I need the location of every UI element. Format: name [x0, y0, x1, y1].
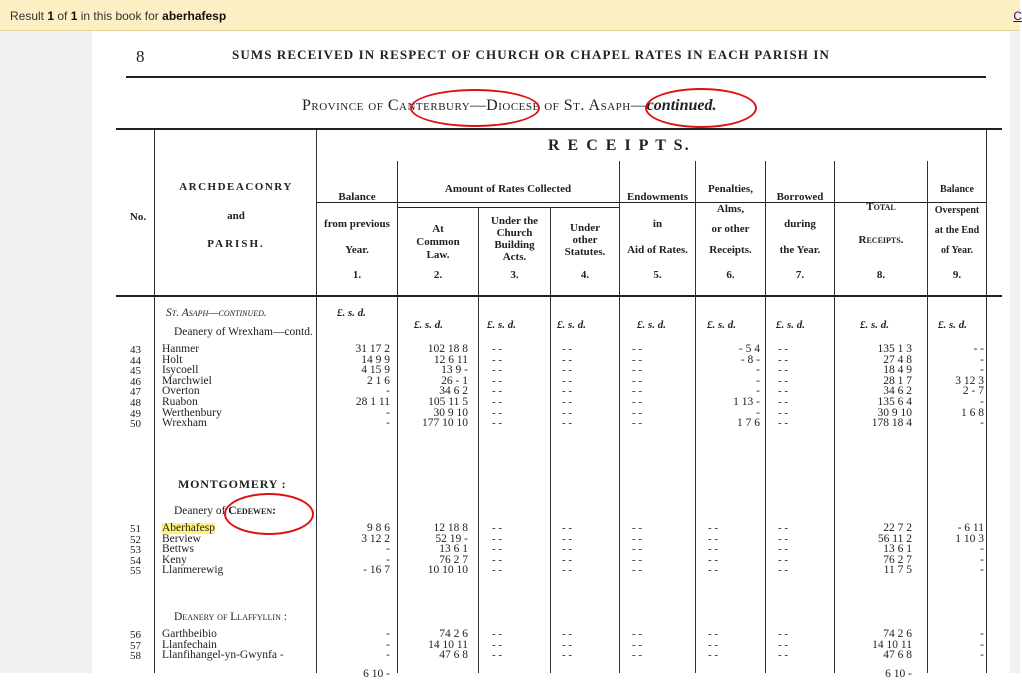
header-penalties-3: or other [711, 223, 750, 235]
cell-c3: - - [492, 543, 503, 556]
cell-c7: - - [778, 628, 789, 640]
cell-c1: - [386, 385, 390, 398]
partial-cell: 6 10 - [885, 668, 912, 680]
cell-c9: - - [973, 343, 984, 355]
receipts-title: R E C E I P T S. [548, 137, 691, 154]
cell-c3: - - [492, 564, 503, 577]
col-num-8: 8. [876, 269, 886, 281]
cell-c2: 47 6 8 [439, 649, 468, 662]
cell-c7: - - [778, 343, 789, 355]
cell-c9: - [980, 638, 984, 651]
cell-c3: - - [492, 385, 503, 398]
cell-c4: - - [562, 564, 573, 577]
header-endowments-2: in [652, 218, 663, 230]
cell-c7: - - [778, 543, 789, 556]
parish-name: Llanfechain [162, 638, 217, 651]
cell-c7: - - [778, 649, 789, 662]
row-number: 49 [130, 407, 141, 420]
header-church: Under the [490, 215, 539, 227]
cell-c4: - - [562, 649, 573, 662]
cell-c3: - - [492, 553, 503, 566]
cell-c7: - - [778, 385, 789, 398]
col-num-7: 7. [795, 269, 805, 281]
cell-c3: - - [492, 649, 503, 662]
cell-c2: 105 11 5 [428, 396, 468, 408]
header-borrowed-2: during [784, 218, 816, 230]
cell-c4: - - [562, 543, 573, 556]
cell-c5: - - [632, 532, 643, 545]
cell-c5: - - [632, 638, 643, 651]
cell-c7: - - [778, 417, 789, 430]
header-balance: Balance [338, 191, 376, 203]
cell-c7: - - [778, 532, 789, 545]
cell-c5: - - [632, 406, 643, 419]
cell-c8: 47 6 8 [883, 649, 912, 662]
header-penalties-4: Receipts. [709, 244, 752, 256]
cell-c9: - [980, 364, 984, 377]
row-number: 45 [130, 365, 141, 378]
cell-c6: - [756, 385, 760, 398]
cell-c3: - - [492, 396, 503, 408]
cell-c6: - - [708, 522, 719, 534]
cell-c4: - - [562, 638, 573, 651]
cell-c8: 178 18 4 [871, 417, 912, 430]
cell-c1: - [386, 543, 390, 556]
cell-c7: - - [778, 353, 789, 366]
header-endowments: Endowments [626, 191, 689, 203]
header-parish: PARISH. [207, 238, 265, 250]
cell-c2: 12 6 11 [433, 353, 468, 366]
cell-c6: - - [708, 649, 719, 662]
cell-c5: - - [632, 564, 643, 577]
parish-name: Wrexham [162, 417, 207, 430]
cell-c2: 26 - 1 [441, 374, 468, 387]
cell-c3: - - [492, 628, 503, 640]
header-other: Under [570, 222, 600, 234]
cell-c8: 28 1 7 [883, 374, 912, 387]
cell-c6: - [756, 406, 760, 419]
column-rule [695, 161, 696, 673]
cell-c3: - - [492, 532, 503, 545]
header-borrowed: Borrowed [776, 191, 824, 203]
row-number: 56 [130, 629, 141, 641]
cell-c4: - - [562, 353, 573, 366]
header-total-2: Receipts. [858, 234, 904, 246]
cell-c6: - [756, 364, 760, 377]
cell-c1: 28 1 11 [355, 396, 390, 408]
cell-c3: - - [492, 522, 503, 534]
cell-c8: 11 7 5 [883, 564, 912, 577]
cell-c7: - - [778, 638, 789, 651]
cell-c6: - - [708, 543, 719, 556]
row-number: 52 [130, 533, 141, 546]
cell-c5: - - [632, 364, 643, 377]
header-penalties-2: Alms, [716, 203, 745, 215]
header-no: No. [129, 211, 147, 223]
cell-c7: - - [778, 553, 789, 566]
row-number: 50 [130, 418, 141, 431]
cell-c6: - 8 - [740, 353, 760, 366]
cell-c6: - - [708, 532, 719, 545]
cell-c3: - - [492, 374, 503, 387]
cell-c6: - - [708, 628, 719, 640]
cell-c2: 12 18 8 [433, 522, 468, 534]
clear-search-link[interactable]: C [1013, 9, 1022, 23]
cell-c1: - [386, 417, 390, 430]
cell-c6: - - [708, 564, 719, 577]
cell-c3: - - [492, 406, 503, 419]
header-penalties: Penalties, [708, 183, 753, 195]
parish-name: Ruabon [162, 396, 198, 408]
cell-c1: 9 8 6 [367, 522, 390, 534]
row-number: 44 [130, 354, 141, 367]
cell-c2: 177 10 10 [422, 417, 468, 430]
cell-c2: 14 10 11 [428, 638, 468, 651]
rule [397, 207, 619, 208]
cell-c8: 13 6 1 [883, 543, 912, 556]
col-num-2: 2. [433, 269, 443, 281]
cell-c8: 14 10 11 [872, 638, 912, 651]
cell-c3: - - [492, 343, 503, 355]
header-borrowed-3: the Year. [779, 244, 821, 256]
lsd-label: £. s. d. [487, 319, 517, 331]
header-church-2: Church [496, 227, 533, 239]
parish-name: Llanmerewig [162, 564, 224, 577]
column-rule [154, 130, 155, 673]
cell-c4: - - [562, 343, 573, 355]
cell-c3: - - [492, 364, 503, 377]
cell-c2: 30 9 10 [433, 406, 468, 419]
parish-name: Bettws [162, 543, 194, 556]
cell-c4: - - [562, 553, 573, 566]
cell-c5: - - [632, 628, 643, 640]
row-number: 46 [130, 375, 141, 388]
row-number: 57 [130, 639, 141, 652]
cell-c7: - - [778, 364, 789, 377]
cell-c5: - - [632, 343, 643, 355]
lsd-label: £. s. d. [860, 319, 890, 331]
deanery-cedewen: Deanery of Cedewen: [174, 505, 276, 517]
highlight-circle [224, 493, 314, 535]
cell-c7: - - [778, 522, 789, 534]
cell-c1: - [386, 649, 390, 662]
cell-c2: 34 6 2 [439, 385, 468, 398]
cell-c4: - - [562, 374, 573, 387]
cell-c3: - - [492, 417, 503, 430]
cell-c8: 74 2 6 [883, 628, 912, 640]
row-number: 58 [130, 650, 141, 663]
cell-c1: 31 17 2 [355, 343, 390, 355]
cell-c4: - - [562, 396, 573, 408]
cell-c5: - - [632, 649, 643, 662]
cell-c1: 14 9 9 [361, 353, 390, 366]
cell-c8: 135 1 3 [877, 343, 912, 355]
cell-c7: - - [778, 396, 789, 408]
highlight-circle [410, 89, 540, 127]
lsd-label: £. s. d. [337, 307, 367, 319]
header-and: and [227, 210, 245, 222]
row-number: 54 [130, 554, 141, 567]
parish-name: Isycoell [162, 364, 199, 377]
cell-c9: - [980, 417, 984, 430]
cell-c6: 1 7 6 [737, 417, 760, 430]
cell-c8: 18 4 9 [883, 364, 912, 377]
cell-c8: 22 7 2 [883, 522, 912, 534]
table-top-rule [116, 128, 1002, 130]
cell-c9: - [980, 628, 984, 640]
row-number: 51 [130, 523, 141, 535]
cell-c7: - - [778, 564, 789, 577]
lsd-label: £. s. d. [707, 319, 737, 331]
lsd-label: £. s. d. [637, 319, 667, 331]
header-endowments-3: Aid of Rates. [627, 244, 688, 256]
cell-c7: - - [778, 374, 789, 387]
cell-c2: 102 18 8 [427, 343, 468, 355]
parish-name: Overton [162, 385, 200, 398]
cell-c9: - [980, 353, 984, 366]
partial-cell: 6 10 - [363, 668, 390, 680]
parish-name: Holt [162, 353, 183, 366]
cell-c1: - [386, 628, 390, 640]
row-number: 55 [130, 565, 141, 578]
col-num-5: 5. [653, 269, 662, 281]
cell-c2: 76 2 7 [439, 553, 468, 566]
cell-c1: - [386, 638, 390, 651]
header-common-2: Common [416, 236, 460, 248]
cell-c2: 13 9 - [441, 364, 468, 377]
deanery-llaffyllin: Deanery of Llaffyllin : [174, 611, 287, 623]
cell-c2: 10 10 10 [427, 564, 468, 577]
parish-name: Llanfihangel-yn-Gwynfa - [162, 649, 284, 662]
cell-c1: - [386, 406, 390, 419]
parish-name: Hanmer [162, 343, 200, 355]
cell-c5: - - [632, 522, 643, 534]
cell-c4: - - [562, 385, 573, 398]
col-num-1: 1. [352, 269, 362, 281]
section-st-asaph: St. Asaph—continued. [166, 307, 267, 319]
lsd-label: £. s. d. [414, 319, 444, 331]
row-number: 53 [130, 544, 141, 557]
row-number: 48 [130, 397, 141, 409]
cell-c5: - - [632, 385, 643, 398]
cell-c4: - - [562, 522, 573, 534]
parish-name: Werthenbury [162, 406, 222, 419]
cell-c4: - - [562, 406, 573, 419]
column-rule [927, 161, 928, 673]
deanery-wrexham: Deanery of Wrexham—contd. [174, 326, 313, 338]
header-balance-3: Year. [345, 244, 369, 256]
cell-c5: - - [632, 353, 643, 366]
cell-c2: 52 19 - [435, 532, 468, 545]
cell-c8: 30 9 10 [877, 406, 912, 419]
cell-c9: - [980, 543, 984, 556]
row-number: 43 [130, 344, 141, 356]
book-page [92, 31, 1010, 680]
cell-c6: 1 13 - [733, 396, 760, 408]
cell-c9: - [980, 649, 984, 662]
cell-c7: - - [778, 406, 789, 419]
cell-c2: 74 2 6 [439, 628, 468, 640]
st-asaph-term: St. Asaph [563, 97, 631, 114]
cell-c1: 3 12 2 [361, 532, 390, 545]
rule [126, 76, 986, 78]
cell-c1: - [386, 553, 390, 566]
lsd-label: £. s. d. [938, 319, 968, 331]
column-rule [619, 161, 620, 673]
cell-c9: - [980, 396, 984, 408]
cell-c5: - - [632, 553, 643, 566]
header-church-3: Building [494, 239, 535, 251]
cell-c8: 135 6 4 [877, 396, 912, 408]
cell-c4: - - [562, 417, 573, 430]
result-message: Result 1 of 1 in this book for aberhafesp [10, 9, 227, 23]
header-overspent-4: of Year. [940, 245, 974, 256]
header-other-2: other [572, 234, 598, 246]
cell-c4: - - [562, 532, 573, 545]
col-num-9: 9. [952, 269, 962, 281]
header-total: Total [866, 201, 896, 213]
header-common: At [432, 223, 444, 235]
cell-c2: 13 6 1 [439, 543, 468, 556]
search-result-bar [0, 0, 1020, 31]
cell-c9: 2 - 7 [962, 385, 984, 398]
cell-c4: - - [562, 628, 573, 640]
parish-name: Garthbeibio [162, 628, 217, 640]
cell-c8: 27 4 8 [883, 353, 912, 366]
cell-c4: - - [562, 364, 573, 377]
cell-c5: - - [632, 417, 643, 430]
cell-c6: - - [708, 638, 719, 651]
parish-name: Marchwiel [162, 374, 212, 387]
cell-c1: 4 15 9 [361, 364, 390, 377]
column-rule [316, 130, 317, 673]
parish-name: Berview [162, 532, 201, 545]
parish-name: Keny [162, 553, 187, 566]
cell-c6: - [756, 374, 760, 387]
highlight-circle [645, 88, 757, 128]
cell-c1: 2 1 6 [367, 374, 390, 387]
cell-c5: - - [632, 374, 643, 387]
cell-c1: - 16 7 [363, 564, 390, 577]
cell-c3: - - [492, 353, 503, 366]
col-num-3: 3. [510, 269, 519, 281]
cell-c8: 34 6 2 [883, 385, 912, 398]
header-overspent-3: at the End [934, 225, 980, 236]
cell-c8: 76 2 7 [883, 553, 912, 566]
col-num-4: 4. [580, 269, 590, 281]
column-rule [765, 161, 766, 673]
cell-c9: 1 10 3 [955, 532, 984, 545]
cell-c9: - [980, 564, 984, 577]
header-overspent-2: Overspent [934, 205, 980, 216]
parish-name: Aberhafesp [162, 522, 216, 534]
cell-c6: - - [708, 553, 719, 566]
province-line: Province of Canterbury—Diocese of St. Asaph—continued. [302, 97, 717, 114]
cell-c5: - - [632, 543, 643, 556]
page-number: 8 [136, 47, 145, 66]
cell-c5: - - [632, 396, 643, 408]
cell-c6: - 5 4 [738, 343, 760, 355]
lsd-label: £. s. d. [776, 319, 806, 331]
cell-c9: - 6 11 [957, 522, 984, 534]
cell-c9: - [980, 553, 984, 566]
cell-c9: 3 12 3 [955, 374, 984, 387]
header-common-3: Law. [426, 249, 450, 261]
cell-c3: - - [492, 638, 503, 651]
header-balance-2: from previous [324, 218, 390, 230]
canterbury-term: Canterbury [387, 97, 471, 114]
cell-c8: 56 11 2 [877, 532, 912, 545]
cell-c9: 1 6 8 [961, 406, 984, 419]
col-num-6: 6. [726, 269, 735, 281]
header-bottom-rule [116, 295, 1002, 297]
header-rates: Amount of Rates Collected [444, 183, 572, 195]
row-number: 47 [130, 386, 141, 399]
lsd-label: £. s. d. [557, 319, 587, 331]
search-query: aberhafesp [162, 9, 227, 23]
section-montgomery: MONTGOMERY : [178, 477, 287, 491]
header-church-4: Acts. [502, 251, 527, 263]
header-archdeaconry: ARCHDEACONRY [179, 181, 293, 193]
header-other-3: Statutes. [564, 246, 606, 258]
column-rule [986, 130, 987, 673]
running-title: SUMS RECEIVED IN RESPECT OF CHURCH OR CHAPEL RATES IN EACH PARISH IN [232, 47, 831, 62]
header-overspent: Balance [940, 184, 974, 195]
